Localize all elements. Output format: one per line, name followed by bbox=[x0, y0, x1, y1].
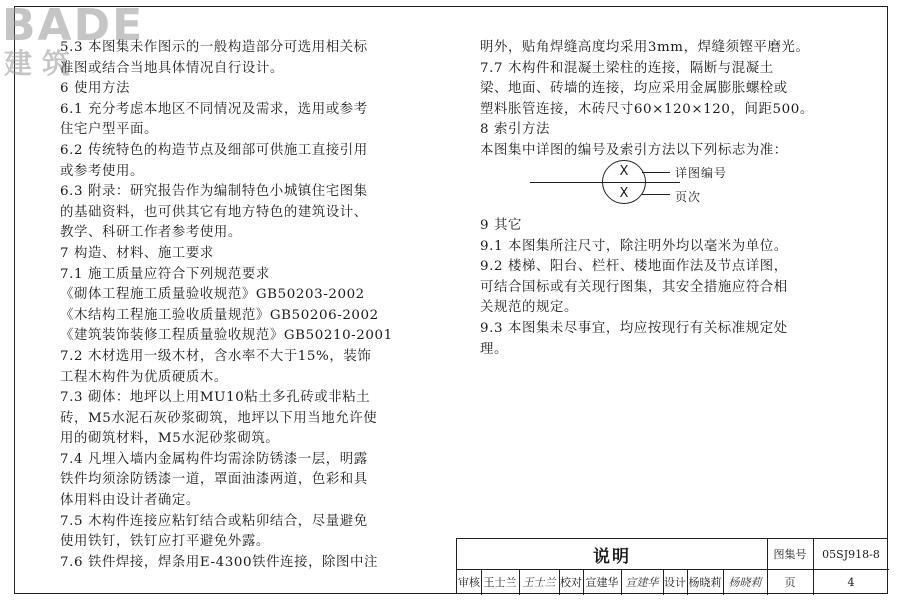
watermark-sub: 建筑 bbox=[4, 47, 81, 80]
text-line: 教学、科研工作者参考使用。 bbox=[60, 225, 242, 241]
text-line: 9 其它 bbox=[480, 218, 522, 233]
text-line: 或参考使用。 bbox=[60, 163, 144, 179]
sheet-title: 说明 bbox=[593, 546, 631, 567]
title-block bbox=[456, 538, 888, 594]
designer-signature: 杨晓莉 bbox=[728, 576, 762, 589]
text-line: 《砌体工程施工质量验收规范》GB50203-2002 bbox=[60, 287, 365, 303]
text-line: 体用料由设计者确定。 bbox=[60, 493, 200, 509]
watermark-brand: BADE bbox=[2, 0, 145, 51]
text-line: 用的砌筑材料，M5水泥砂浆砌筑。 bbox=[60, 431, 280, 447]
check-label: 校对 bbox=[560, 576, 582, 589]
atlas-number: 05SJ918-8 bbox=[822, 547, 880, 561]
text-line: 6 使用方法 bbox=[60, 81, 130, 97]
text-line: 6.1 充分考虑本地区不同情况及需求，选用或参考 bbox=[60, 101, 368, 117]
text-line: 8 索引方法 bbox=[480, 122, 550, 138]
text-line: 理。 bbox=[480, 341, 508, 357]
text-line: 塑料胀管连接，木砖尺寸60×120×120，间距500。 bbox=[480, 101, 814, 117]
text-line: 7.5 木构件连接应粘钉结合或粘卯结合，尽量避免 bbox=[60, 513, 368, 529]
designer-name: 杨晓莉 bbox=[688, 576, 722, 589]
text-line: 铁件均须涂防锈漆一道，罩面油漆两道，色彩和具 bbox=[60, 472, 368, 488]
index-symbol bbox=[530, 160, 790, 210]
text-line: 7.6 铁件焊接，焊条用E-4300铁件连接，除图中注 bbox=[60, 554, 379, 570]
right-text-column bbox=[480, 38, 860, 162]
checker-name: 宣建华 bbox=[585, 576, 619, 589]
text-line: 7.1 施工质量应符合下列规范要求 bbox=[60, 266, 270, 282]
page-label: 页 bbox=[784, 576, 796, 589]
index-mark-top: X bbox=[619, 164, 629, 179]
text-line: 9.2 楼梯、阳台、栏杆、楼地面作法及节点详图， bbox=[480, 259, 788, 275]
text-line: 《建筑装饰装修工程质量验收规范》GB50210-2001 bbox=[60, 328, 393, 344]
index-label-page: 页次 bbox=[675, 190, 702, 204]
text-line: 住宅户型平面。 bbox=[60, 122, 158, 138]
index-label-detail-number: 详图编号 bbox=[675, 166, 728, 180]
atlas-label: 图集号 bbox=[773, 548, 807, 561]
text-line: 本图集中详图的编号及索引方法以下列标志为准： bbox=[480, 142, 788, 158]
design-label: 设计 bbox=[664, 576, 686, 589]
text-line: 使用铁钉，铁钉应打平避免外露。 bbox=[60, 534, 270, 550]
text-line: 5.3 本图集未作图示的一般构造部分可选用相关标 bbox=[60, 40, 368, 55]
text-line: 明外，贴角焊缝高度均采用3mm，焊缝须铿平磨光。 bbox=[480, 40, 810, 55]
text-line: 7 构造、材料、施工要求 bbox=[60, 245, 214, 261]
text-line: 的基础资料，也可供其它有地方特色的建筑设计、 bbox=[60, 204, 368, 220]
text-line: 9.3 本图集未尽事宜，均应按现行有关标准规定处 bbox=[480, 320, 788, 336]
text-line: 9.1 本图集所注尺寸，除注明外均以毫米为单位。 bbox=[480, 238, 788, 254]
text-line: 《木结构工程施工验收质量规范》GB50206-2002 bbox=[60, 307, 379, 323]
pointer-line-bottom bbox=[642, 194, 670, 195]
text-line: 7.3 砌体：地坪以上用MU10粘土多孔砖或非粘土 bbox=[60, 390, 371, 406]
text-line: 梁、地面、砖墙的连接，均应采用金属膨胀螺栓或 bbox=[480, 81, 788, 97]
text-line: 7.4 凡埋入墙内金属构件均需涂防锈漆一层，明露 bbox=[60, 451, 368, 467]
text-line: 准图或结合当地具体情况自行设计。 bbox=[60, 60, 284, 76]
page-number: 4 bbox=[847, 575, 855, 589]
text-line: 6.2 传统特色的构造节点及细部可供施工直接引用 bbox=[60, 142, 368, 158]
text-line: 6.3 附录：研究报告作为编制特色小城镇住宅图集 bbox=[60, 184, 368, 200]
index-mark-bottom: X bbox=[619, 186, 629, 201]
reviewer-name: 王士兰 bbox=[483, 576, 517, 589]
text-line: 关规范的规定。 bbox=[480, 300, 578, 316]
text-line: 7.2 木材选用一级木材，含水率不大于15%，装饰 bbox=[60, 348, 372, 364]
left-text-column bbox=[60, 38, 430, 573]
text-line: 可结合国标或有关现行图集，其安全措施应符合相 bbox=[480, 279, 788, 295]
checker-signature: 宣建华 bbox=[625, 576, 659, 589]
reviewer-signature: 王士兰 bbox=[522, 576, 556, 589]
review-label: 审核 bbox=[458, 576, 480, 589]
pointer-line-top bbox=[642, 172, 670, 173]
text-line: 7.7 木构件和混凝土梁柱的连接，隔断与混凝土 bbox=[480, 60, 774, 76]
text-line: 砖，M5水泥石灰砂浆砌筑，地坪以下用当地允许使 bbox=[60, 410, 378, 426]
text-line: 工程木构件为优质硬质木。 bbox=[60, 369, 228, 385]
right-text-column-lower bbox=[480, 216, 860, 360]
